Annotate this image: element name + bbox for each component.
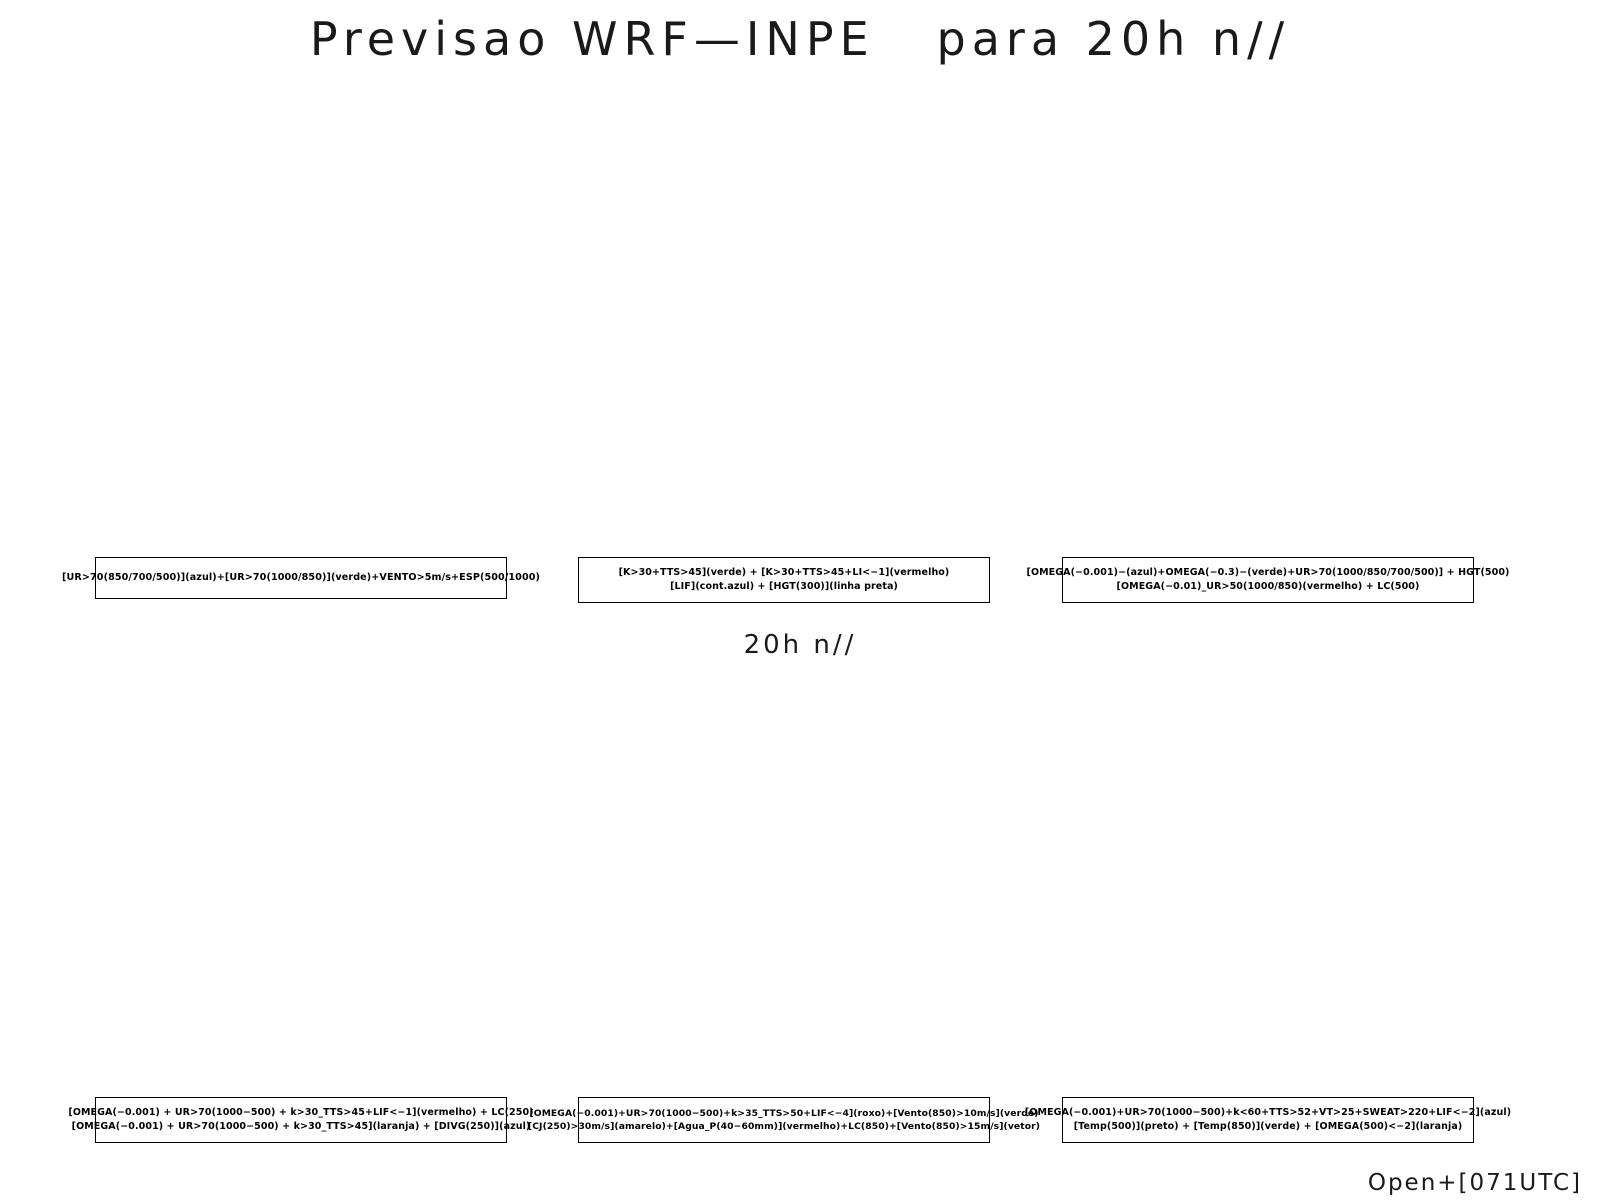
legend-line: [Temp(500)](preto) + [Temp(850)](verde) + [OMEGA(500)<−2](laranja) [1073,1121,1463,1132]
legend-box-bottom-right [1024,1097,1512,1143]
legend-line: [OMEGA(−0.001)−(azul)+OMEGA(−0.3)−(verde)+UR>70(1000/850/700/500)] + HGT(500) [1026,567,1510,579]
timestamp-stamp: Open+[071UTC] [1367,1170,1582,1196]
legend-line: [OMEGA(−0.001)+UR>70(1000−500)+k>35_TTS>50+LIF<−4](roxo)+[Vento(850)>10m/s](verde) [529,1107,1039,1119]
legend-line: [OMEGA(−0.01)_UR>50(1000/850)(vermelho) + LC(500) [1116,581,1420,592]
legend-box-bottom-mid [527,1097,1041,1143]
legend-line: [OMEGA(−0.001) + UR>70(1000−500) + k>30_TTS>45+LIF<−1](vermelho) + LC(250) [68,1107,534,1119]
legend-line: [UR>70(850/700/500)](azul)+[UR>70(1000/850)](verde)+VENTO>5m/s+ESP(500/1000) [62,572,540,584]
legend-line: [LIF](cont.azul) + [HGT(300)](linha preta) [670,581,898,592]
legend-box-top-mid [578,557,990,603]
mid-section-label: 20h n// [743,630,857,660]
legend-line: [K>30+TTS>45](verde) + [K>30+TTS>45+LI<−1](vermelho) [618,567,950,579]
legend-box-top-right [1026,557,1510,603]
legend-box-bottom-left [68,1097,534,1143]
legend-box-top-left [62,557,540,599]
legend-line: [OMEGA(−0.001)+UR>70(1000−500)+k<60+TTS>52+VT>25+SWEAT>220+LIF<−2](azul) [1024,1107,1512,1119]
legend-line: [OMEGA(−0.001) + UR>70(1000−500) + k>30_TTS>45](laranja) + [DIVG(250)](azul) [71,1121,531,1132]
legend-line: [CJ(250)>30m/s](amarelo)+[Agua_P(40−60mm)](vermelho)+LC(850)+[Vento(850)>15m/s](vetor) [527,1121,1041,1132]
page-title: Previsao WRF—INPE para 20h n// [309,12,1291,66]
